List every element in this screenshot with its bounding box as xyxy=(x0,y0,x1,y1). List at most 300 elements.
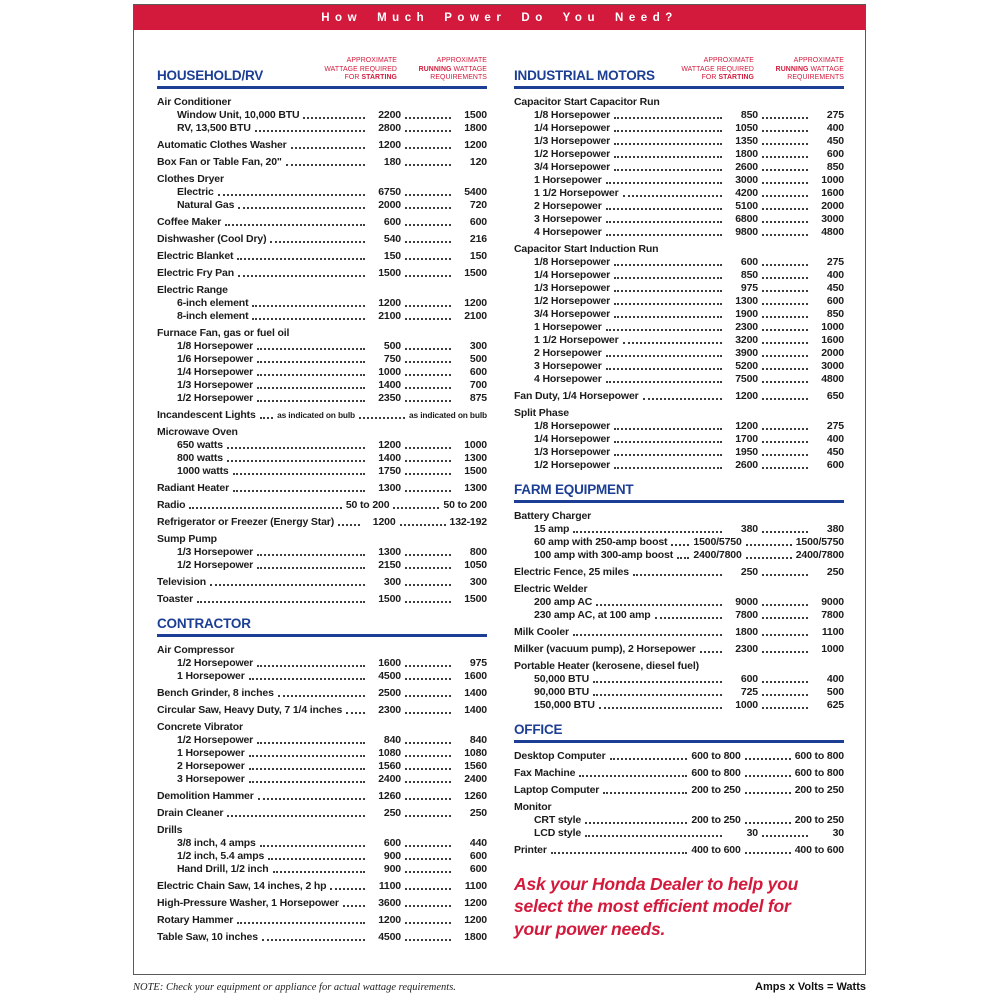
row-label: 3/4 Horsepower xyxy=(534,307,611,320)
table-row xyxy=(157,109,487,122)
table-row xyxy=(514,282,844,295)
running-wattage: 1800 xyxy=(464,121,487,134)
dot-leader xyxy=(655,617,722,619)
starting-wattage: 2600 xyxy=(735,160,758,173)
section-header xyxy=(514,482,844,497)
starting-wattage: 2350 xyxy=(378,391,401,404)
table-row xyxy=(514,827,844,840)
table-row xyxy=(514,360,844,373)
starting-wattage: 5200 xyxy=(735,359,758,372)
running-wattage: 1200 xyxy=(464,896,487,909)
left-column xyxy=(157,57,487,948)
title-banner xyxy=(134,5,865,30)
dot-leader xyxy=(225,224,365,226)
table-row xyxy=(514,814,844,827)
dot-leader xyxy=(405,387,451,389)
section-title: CONTRACTOR xyxy=(157,615,251,631)
dot-leader xyxy=(762,208,808,210)
running-wattage: 300 xyxy=(469,339,487,352)
running-wattage: 1500 xyxy=(464,592,487,605)
running-wattage: 600 xyxy=(826,147,844,160)
dot-leader xyxy=(237,258,365,260)
table-row xyxy=(514,536,844,549)
row-label: 1/3 Horsepower xyxy=(534,134,611,147)
section-underline xyxy=(514,740,844,743)
dot-leader xyxy=(405,117,451,119)
dot-leader xyxy=(405,922,451,924)
starting-wattage: 3600 xyxy=(378,896,401,909)
dot-leader xyxy=(258,798,365,800)
running-wattage: 150 xyxy=(469,249,487,262)
dot-leader xyxy=(762,303,808,305)
row-label: Rotary Hammer xyxy=(157,913,234,926)
dot-leader xyxy=(606,381,722,383)
dot-leader xyxy=(405,858,451,860)
dot-leader xyxy=(614,290,722,292)
running-wattage: 3000 xyxy=(821,359,844,372)
table-row xyxy=(514,321,844,334)
row-label: 2 Horsepower xyxy=(177,759,245,772)
starting-wattage: 1200 xyxy=(378,296,401,309)
dot-leader xyxy=(614,169,722,171)
starting-wattage: 1200 xyxy=(378,438,401,451)
running-wattage: 1000 xyxy=(821,642,844,655)
starting-wattage: 1400 xyxy=(378,451,401,464)
dot-leader xyxy=(257,400,365,402)
starting-wattage: 380 xyxy=(740,522,758,535)
row-label: Refrigerator or Freezer (Energy Star) xyxy=(157,515,335,528)
group-label: Capacitor Start Induction Run xyxy=(514,242,659,255)
starting-wattage: 30 xyxy=(746,826,758,839)
dot-leader xyxy=(610,758,688,760)
table-row xyxy=(157,452,487,465)
starting-wattage: 7500 xyxy=(735,372,758,385)
row-label: 3 Horsepower xyxy=(177,772,245,785)
table-row xyxy=(514,390,844,403)
dot-leader xyxy=(189,507,341,509)
starting-wattage: 1400 xyxy=(378,378,401,391)
entry-block xyxy=(157,721,487,786)
starting-wattage: 4500 xyxy=(378,930,401,943)
row-label: 800 watts xyxy=(177,451,223,464)
entry-block xyxy=(157,533,487,572)
entry-block xyxy=(157,880,487,893)
row-label: LCD style xyxy=(534,826,582,839)
dot-leader xyxy=(405,275,451,277)
running-wattage: 450 xyxy=(826,134,844,147)
table-row xyxy=(157,156,487,169)
running-wattage: 400 xyxy=(826,268,844,281)
dot-leader xyxy=(677,557,689,559)
dot-leader xyxy=(405,678,451,680)
dot-leader xyxy=(762,441,808,443)
dot-leader xyxy=(593,694,722,696)
dot-leader xyxy=(614,467,722,469)
entry-block xyxy=(157,931,487,944)
dot-leader xyxy=(745,852,791,854)
row-label: Fan Duty, 1/4 Horsepower xyxy=(514,389,639,402)
running-wattage: 30 xyxy=(832,826,844,839)
row-label: Drain Cleaner xyxy=(157,806,224,819)
table-row xyxy=(157,186,487,199)
dot-leader xyxy=(405,473,451,475)
dot-leader xyxy=(197,601,365,603)
table-row xyxy=(514,200,844,213)
dot-leader xyxy=(762,277,808,279)
row-label: 1 Horsepower xyxy=(534,173,602,186)
running-wattage: 1080 xyxy=(464,746,487,759)
row-label: 6-inch element xyxy=(177,296,249,309)
table-row xyxy=(514,609,844,622)
table-row xyxy=(514,596,844,609)
starting-wattage: 6750 xyxy=(378,185,401,198)
row-label: 100 amp with 300-amp boost xyxy=(534,548,674,561)
running-wattage: 625 xyxy=(826,698,844,711)
dot-leader xyxy=(762,342,808,344)
dot-leader xyxy=(614,143,722,145)
dot-leader xyxy=(762,264,808,266)
dot-leader xyxy=(237,922,365,924)
table-row xyxy=(157,880,487,893)
row-label: 1/8 Horsepower xyxy=(534,108,611,121)
row-label: Electric Fence, 25 miles xyxy=(514,565,629,578)
running-wattage: 440 xyxy=(469,836,487,849)
dot-leader xyxy=(286,164,365,166)
dot-leader xyxy=(405,207,451,209)
dot-leader xyxy=(405,447,451,449)
row-label: 1/2 Horsepower xyxy=(177,391,254,404)
dot-leader xyxy=(405,584,451,586)
dot-leader xyxy=(745,775,791,777)
table-row xyxy=(514,347,844,360)
dot-leader xyxy=(762,531,808,533)
dot-leader xyxy=(762,651,808,653)
table-row xyxy=(157,734,487,747)
starting-wattage: 6800 xyxy=(735,212,758,225)
starting-wattage: 1500/5750 xyxy=(693,535,742,548)
entry-block xyxy=(514,510,844,562)
dot-leader xyxy=(255,130,365,132)
entry-block xyxy=(514,801,844,840)
dot-leader xyxy=(585,822,687,824)
dot-leader xyxy=(762,234,808,236)
group-label: Furnace Fan, gas or fuel oil xyxy=(157,326,290,339)
section-office xyxy=(514,722,844,857)
dot-leader xyxy=(405,305,451,307)
starting-wattage: 600 to 800 xyxy=(691,749,741,762)
dot-leader xyxy=(762,221,808,223)
dot-leader xyxy=(405,601,451,603)
section-header xyxy=(514,57,844,83)
row-label: Electric Chain Saw, 14 inches, 2 hp xyxy=(157,879,327,892)
starting-wattage: 1900 xyxy=(735,307,758,320)
dot-leader xyxy=(405,400,451,402)
dot-leader xyxy=(405,905,451,907)
table-row xyxy=(157,790,487,803)
entry-block xyxy=(157,96,487,135)
dot-leader xyxy=(746,557,792,559)
row-label: Window Unit, 10,000 BTU xyxy=(177,108,300,121)
dot-leader xyxy=(405,241,451,243)
running-wattage: 400 xyxy=(826,672,844,685)
running-wattage: 1800 xyxy=(464,930,487,943)
table-row xyxy=(157,576,487,589)
entry-block xyxy=(157,824,487,876)
dot-leader xyxy=(405,742,451,744)
running-wattage: 975 xyxy=(469,656,487,669)
table-row xyxy=(157,593,487,606)
running-wattage: 850 xyxy=(826,160,844,173)
row-label: Electric xyxy=(177,185,214,198)
starting-wattage: 600 xyxy=(383,215,401,228)
table-row xyxy=(514,187,844,200)
row-label: 1/8 Horsepower xyxy=(534,419,611,432)
running-wattage: 600 xyxy=(469,215,487,228)
dot-leader xyxy=(606,221,722,223)
row-label: 1/2 Horsepower xyxy=(177,733,254,746)
dot-leader xyxy=(238,207,365,209)
row-label: Coffee Maker xyxy=(157,215,222,228)
table-row xyxy=(514,673,844,686)
entry-block xyxy=(514,844,844,857)
row-label: Radio xyxy=(157,498,186,511)
table-row xyxy=(514,750,844,763)
section-header xyxy=(157,57,487,83)
entry-block xyxy=(157,426,487,478)
dot-leader xyxy=(762,169,808,171)
row-label: 200 amp AC xyxy=(534,595,593,608)
starting-wattage: 600 xyxy=(740,672,758,685)
row-label: Incandescent Lights xyxy=(157,408,256,421)
dot-leader xyxy=(614,130,722,132)
dot-leader xyxy=(762,143,808,145)
running-wattage: 600 xyxy=(469,849,487,862)
running-wattage: 1500 xyxy=(464,266,487,279)
running-wattage: 1300 xyxy=(464,451,487,464)
running-wattage: 1100 xyxy=(464,879,487,892)
row-label: Dishwasher (Cool Dry) xyxy=(157,232,267,245)
table-row xyxy=(157,773,487,786)
starting-wattage: 200 to 250 xyxy=(691,783,741,796)
row-label: 1/3 Horsepower xyxy=(534,281,611,294)
watts-formula: Amps x Volts = Watts xyxy=(755,981,866,993)
row-label: Table Saw, 10 inches xyxy=(157,930,258,943)
starting-wattage: 1300 xyxy=(378,545,401,558)
group-label: Air Compressor xyxy=(157,643,235,656)
dot-leader xyxy=(614,441,722,443)
starting-wattage: 1560 xyxy=(378,759,401,772)
running-wattage: 400 xyxy=(826,121,844,134)
running-wattage: 840 xyxy=(469,733,487,746)
starting-wattage: 2000 xyxy=(378,198,401,211)
dot-leader xyxy=(762,316,808,318)
table-row xyxy=(157,139,487,152)
starting-wattage: 1500 xyxy=(378,592,401,605)
row-label: 1 Horsepower xyxy=(177,669,245,682)
running-wattage: 600 to 800 xyxy=(794,749,844,762)
table-row xyxy=(514,174,844,187)
group-label: Portable Heater (kerosene, diesel fuel) xyxy=(514,659,699,672)
row-label: 3 Horsepower xyxy=(534,212,602,225)
table-row xyxy=(514,308,844,321)
section-title: INDUSTRIAL MOTORS xyxy=(514,67,655,83)
table-row xyxy=(514,459,844,472)
row-label: 1/2 inch, 5.4 amps xyxy=(177,849,265,862)
running-wattage: 1100 xyxy=(821,625,844,638)
row-label: 2 Horsepower xyxy=(534,199,602,212)
starting-wattage: 975 xyxy=(740,281,758,294)
right-column xyxy=(514,57,844,948)
table-row xyxy=(157,392,487,405)
starting-wattage: 1300 xyxy=(735,294,758,307)
starting-wattage: 200 to 250 xyxy=(691,813,741,826)
running-wattage: 200 to 250 xyxy=(794,813,844,826)
table-row xyxy=(514,226,844,239)
dot-leader xyxy=(762,454,808,456)
table-row xyxy=(157,704,487,717)
dot-leader xyxy=(585,835,722,837)
group-label: Clothes Dryer xyxy=(157,172,224,185)
table-row xyxy=(157,546,487,559)
table-row xyxy=(157,465,487,478)
dot-leader xyxy=(762,117,808,119)
running-wattage: 2100 xyxy=(464,309,487,322)
starting-wattage: 9000 xyxy=(735,595,758,608)
starting-wattage: 900 xyxy=(383,849,401,862)
dot-leader xyxy=(762,707,808,709)
row-label: Circular Saw, Heavy Duty, 7 1/4 inches xyxy=(157,703,343,716)
section-header xyxy=(514,722,844,737)
running-wattage: 200 to 250 xyxy=(794,783,844,796)
dot-leader xyxy=(745,822,791,824)
starting-wattage: 1500 xyxy=(378,266,401,279)
dot-leader xyxy=(596,604,722,606)
dot-leader xyxy=(233,490,365,492)
running-wattage: 300 xyxy=(469,575,487,588)
dot-leader xyxy=(233,473,365,475)
dot-leader xyxy=(338,524,359,526)
table-row xyxy=(514,161,844,174)
dot-leader xyxy=(405,224,451,226)
dot-leader xyxy=(252,305,365,307)
row-label: 1/3 Horsepower xyxy=(534,445,611,458)
dot-leader xyxy=(614,156,722,158)
table-row xyxy=(514,256,844,269)
running-wattage: 1260 xyxy=(464,789,487,802)
starting-wattage: 4200 xyxy=(735,186,758,199)
starting-wattage: 4500 xyxy=(378,669,401,682)
starting-wattage: 1100 xyxy=(378,879,401,892)
starting-wattage: 300 xyxy=(383,575,401,588)
dot-leader xyxy=(762,634,808,636)
table-row xyxy=(514,373,844,386)
section-underline xyxy=(514,500,844,503)
dot-leader xyxy=(606,368,722,370)
table-row xyxy=(157,687,487,700)
entry-block xyxy=(157,409,487,422)
dot-leader xyxy=(745,792,791,794)
running-wattage: 275 xyxy=(826,419,844,432)
table-row xyxy=(157,250,487,263)
starting-wattage: 750 xyxy=(383,352,401,365)
row-label: 1000 watts xyxy=(177,464,229,477)
table-row xyxy=(514,269,844,282)
starting-wattage: 600 xyxy=(383,836,401,849)
starting-wattage: 500 xyxy=(383,339,401,352)
entry-block xyxy=(157,914,487,927)
dot-leader xyxy=(633,574,722,576)
dot-leader xyxy=(606,329,722,331)
table-row xyxy=(157,310,487,323)
row-label: Electric Blanket xyxy=(157,249,234,262)
row-label: 1/3 Horsepower xyxy=(177,378,254,391)
starting-wattage: 1800 xyxy=(735,625,758,638)
dot-leader xyxy=(210,584,365,586)
dot-leader xyxy=(257,742,365,744)
running-wattage: 1000 xyxy=(821,320,844,333)
entry-block xyxy=(157,216,487,229)
dot-leader xyxy=(614,117,722,119)
dot-leader xyxy=(405,554,451,556)
table-row xyxy=(514,148,844,161)
dot-leader xyxy=(227,460,365,462)
dot-leader xyxy=(762,182,808,184)
table-row xyxy=(157,914,487,927)
starting-wattage: 3000 xyxy=(735,173,758,186)
dot-leader xyxy=(762,368,808,370)
table-row xyxy=(157,122,487,135)
starting-wattage: 3200 xyxy=(735,333,758,346)
dot-leader xyxy=(260,845,365,847)
starting-wattage: 1700 xyxy=(735,432,758,445)
row-label: Radiant Heater xyxy=(157,481,230,494)
row-label: Automatic Clothes Washer xyxy=(157,138,287,151)
dot-leader xyxy=(268,858,365,860)
entry-block xyxy=(157,267,487,280)
running-wattage: 600 to 800 xyxy=(794,766,844,779)
table-row xyxy=(514,699,844,712)
section-title: OFFICE xyxy=(514,721,563,737)
running-wattage: 500 xyxy=(469,352,487,365)
row-label: 1/4 Horsepower xyxy=(177,365,254,378)
dot-leader xyxy=(249,678,365,680)
starting-wattage: 150 xyxy=(383,249,401,262)
row-label: 1/2 Horsepower xyxy=(534,458,611,471)
running-wattage: 1500/5750 xyxy=(795,535,844,548)
dot-leader xyxy=(700,651,722,653)
dot-leader xyxy=(291,147,365,149)
starting-wattage: 1200 xyxy=(378,138,401,151)
row-label: 1/8 Horsepower xyxy=(177,339,254,352)
dot-leader xyxy=(606,234,722,236)
starting-wattage: 600 to 800 xyxy=(691,766,741,779)
row-label: 8-inch element xyxy=(177,309,249,322)
dot-leader xyxy=(238,275,365,277)
starting-wattage: 2300 xyxy=(378,703,401,716)
dot-leader xyxy=(762,130,808,132)
row-label: 4 Horsepower xyxy=(534,372,602,385)
starting-wattage: 250 xyxy=(740,565,758,578)
dot-leader xyxy=(746,544,792,546)
table-row xyxy=(157,559,487,572)
running-wattage: 1200 xyxy=(464,296,487,309)
row-label: 1/4 Horsepower xyxy=(534,121,611,134)
row-label: Printer xyxy=(514,843,547,856)
entry-block xyxy=(514,750,844,763)
dot-leader xyxy=(405,374,451,376)
dot-leader xyxy=(405,768,451,770)
table-row xyxy=(514,549,844,562)
